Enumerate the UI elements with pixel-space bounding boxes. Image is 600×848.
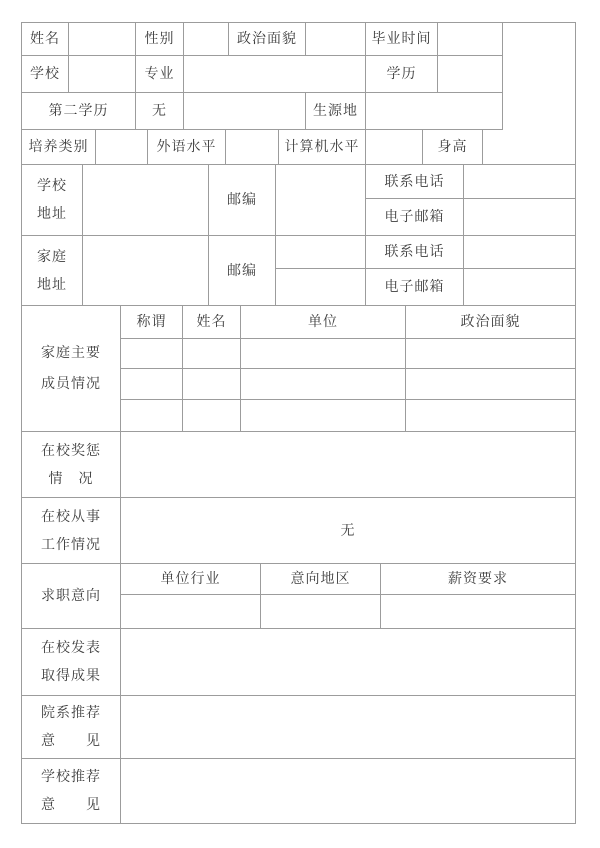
school-recommendation-value-cell xyxy=(121,759,576,824)
school-recommendation-label-line2: 意 见 xyxy=(41,797,101,813)
home-address-label-line1: 家庭 xyxy=(37,248,67,265)
training-type-value-cell xyxy=(96,130,148,165)
family-members-label-line1: 家庭主要 xyxy=(41,345,101,361)
computer-level-value-cell xyxy=(366,130,423,165)
origin-label: 生源地 xyxy=(306,93,366,130)
origin-value-cell xyxy=(366,93,503,130)
home-zip-label: 邮编 xyxy=(209,236,276,306)
family-row-cell xyxy=(183,339,241,369)
school-phone-value-cell xyxy=(464,165,576,199)
height-label: 身高 xyxy=(423,130,483,165)
school-recommendation-label xyxy=(22,759,121,824)
school-address-label xyxy=(22,165,83,236)
family-row-cell xyxy=(121,369,183,400)
gender-label: 性别 xyxy=(136,23,184,56)
dept-recommendation-label-line2: 意 见 xyxy=(41,733,101,749)
job-intention-salary-value-cell xyxy=(381,595,576,629)
height-value-cell xyxy=(483,130,576,165)
political-status-value-cell xyxy=(306,23,366,56)
home-address-label-line2: 地址 xyxy=(37,276,67,293)
home-zip-value-cell-2 xyxy=(276,269,366,306)
school-work-label-line2: 工作情况 xyxy=(41,536,101,553)
school-work-label-line1: 在校从事 xyxy=(41,508,101,525)
achievements-label-line2: 取得成果 xyxy=(41,668,101,684)
family-header-name: 姓名 xyxy=(183,306,241,339)
school-value-cell xyxy=(69,56,136,93)
family-row-cell xyxy=(406,369,576,400)
degree-label: 学历 xyxy=(366,56,438,93)
family-members-label-line2: 成员情况 xyxy=(41,376,101,392)
achievements-value-cell xyxy=(121,629,576,696)
job-intention-header-salary: 薪资要求 xyxy=(381,564,576,595)
foreign-language-value-cell xyxy=(226,130,279,165)
degree-value-cell xyxy=(438,56,503,93)
resume-form-table xyxy=(21,22,576,824)
school-address-label-line2: 地址 xyxy=(37,206,67,222)
school-recommendation-label-line1: 学校推荐 xyxy=(41,769,101,785)
dept-recommendation-value-cell xyxy=(121,696,576,759)
name-label: 姓名 xyxy=(22,23,69,56)
school-phone-label: 联系电话 xyxy=(366,165,464,199)
major-value-cell xyxy=(184,56,366,93)
job-intention-industry-value-cell xyxy=(121,595,261,629)
school-address-value-cell xyxy=(83,165,209,236)
home-address-label xyxy=(22,236,83,306)
family-header-political: 政治面貌 xyxy=(406,306,576,339)
home-email-label: 电子邮箱 xyxy=(366,269,464,306)
school-address-label-line1: 学校 xyxy=(37,178,67,194)
dept-recommendation-label xyxy=(22,696,121,759)
achievements-label-line1: 在校发表 xyxy=(41,640,101,656)
home-email-value-cell xyxy=(464,269,576,306)
family-row-cell xyxy=(406,339,576,369)
family-row-cell xyxy=(241,369,406,400)
dept-recommendation-label-line1: 院系推荐 xyxy=(41,705,101,721)
family-members-label xyxy=(22,306,121,432)
home-address-value-cell xyxy=(83,236,209,306)
second-degree-extra-cell xyxy=(184,93,306,130)
foreign-language-label: 外语水平 xyxy=(148,130,226,165)
family-row-cell xyxy=(241,339,406,369)
family-row-cell xyxy=(406,400,576,432)
gender-value-cell xyxy=(184,23,229,56)
awards-label xyxy=(22,432,121,498)
awards-label-line1: 在校奖惩 xyxy=(41,442,101,459)
graduation-time-value-cell xyxy=(438,23,503,56)
family-header-relation: 称谓 xyxy=(121,306,183,339)
family-row-cell xyxy=(241,400,406,432)
school-label: 学校 xyxy=(22,56,69,93)
graduation-time-label: 毕业时间 xyxy=(366,23,438,56)
job-intention-header-industry: 单位行业 xyxy=(121,564,261,595)
major-label: 专业 xyxy=(136,56,184,93)
school-email-value-cell xyxy=(464,199,576,236)
awards-label-line2: 情 况 xyxy=(48,470,94,487)
achievements-label xyxy=(22,629,121,696)
home-phone-label: 联系电话 xyxy=(366,236,464,269)
family-row-cell xyxy=(183,400,241,432)
training-type-label: 培养类别 xyxy=(22,130,96,165)
home-zip-value-cell xyxy=(276,236,366,269)
job-intention-label: 求职意向 xyxy=(22,564,121,629)
second-degree-value-cell: 无 xyxy=(136,93,184,130)
political-status-label: 政治面貌 xyxy=(229,23,306,56)
job-intention-header-region: 意向地区 xyxy=(261,564,381,595)
family-row-cell xyxy=(121,400,183,432)
school-email-label: 电子邮箱 xyxy=(366,199,464,236)
family-row-cell xyxy=(121,339,183,369)
computer-level-label: 计算机水平 xyxy=(279,130,366,165)
family-header-workunit: 单位 xyxy=(241,306,406,339)
school-work-value-cell: 无 xyxy=(121,498,576,564)
job-intention-region-value-cell xyxy=(261,595,381,629)
home-phone-value-cell xyxy=(464,236,576,269)
name-value-cell xyxy=(69,23,136,56)
school-zip-label: 邮编 xyxy=(209,165,276,236)
school-zip-value-cell xyxy=(276,165,366,236)
family-row-cell xyxy=(183,369,241,400)
school-work-label xyxy=(22,498,121,564)
second-degree-label: 第二学历 xyxy=(22,93,136,130)
awards-value-cell xyxy=(121,432,576,498)
